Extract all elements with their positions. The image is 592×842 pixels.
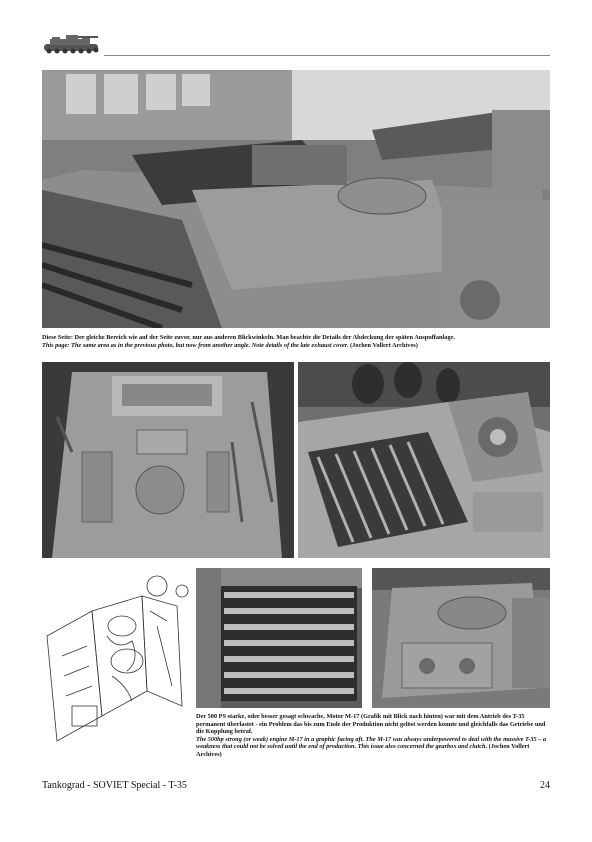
drawing-m17-engine-graphic <box>42 566 192 754</box>
caption-top <box>42 334 550 349</box>
tank-silhouette-icon <box>40 32 104 56</box>
footer-publication-title: Tankograd - SOVIET Special - T-35 <box>42 780 187 791</box>
header-rule <box>104 55 550 56</box>
caption-top-english <box>42 342 550 350</box>
caption-bottom <box>196 713 550 759</box>
photo-exhaust-louvres-with-crew <box>298 362 550 558</box>
caption-top-credit: (Jochen Vollert Archives) <box>350 341 418 349</box>
photo-louvred-grille <box>196 568 362 708</box>
caption-bottom-english <box>196 736 550 759</box>
caption-bottom-english-text: The 500hp strong (or weak) engine M-17 in a graphic facing aft. The M-17 was always underpowered to deal with the massive T-35 – a weakness that could not be solved until the end of production. This issue also concerned the gearbox and clutch. <box>196 735 547 751</box>
page-number: 24 <box>540 780 550 791</box>
photo-hatch-round-cover <box>372 568 550 708</box>
photo-rear-deck-top-view <box>42 362 294 558</box>
caption-bottom-credit: (Jochen Vollert Archives) <box>196 743 530 758</box>
caption-top-german: Diese Seite: Der gleiche Bereich wie auf der Seite zuvor, nur aus anderen Blickwinkeln. Man beachte die Details der Abdeckung der späten Auspuffanlage. <box>42 334 455 341</box>
caption-top-english-text: This page: The same area as in the previous photo, but now from another angle. Note details of the late exhaust cover. <box>42 341 349 349</box>
photo-engine-deck-exhaust-cover <box>42 70 550 328</box>
caption-bottom-german: Der 500 PS starke, oder besser gesagt schwache, Motor M-17 (Grafik mit Blick nach hinten) war mit dem Antrieb des T-35 permanent überlastet - ein Problem das bis zum Ende der Produktion nicht gelöst werden konnte und gleichfalls das Getriebe und die Kupplung betraf. <box>196 713 546 736</box>
